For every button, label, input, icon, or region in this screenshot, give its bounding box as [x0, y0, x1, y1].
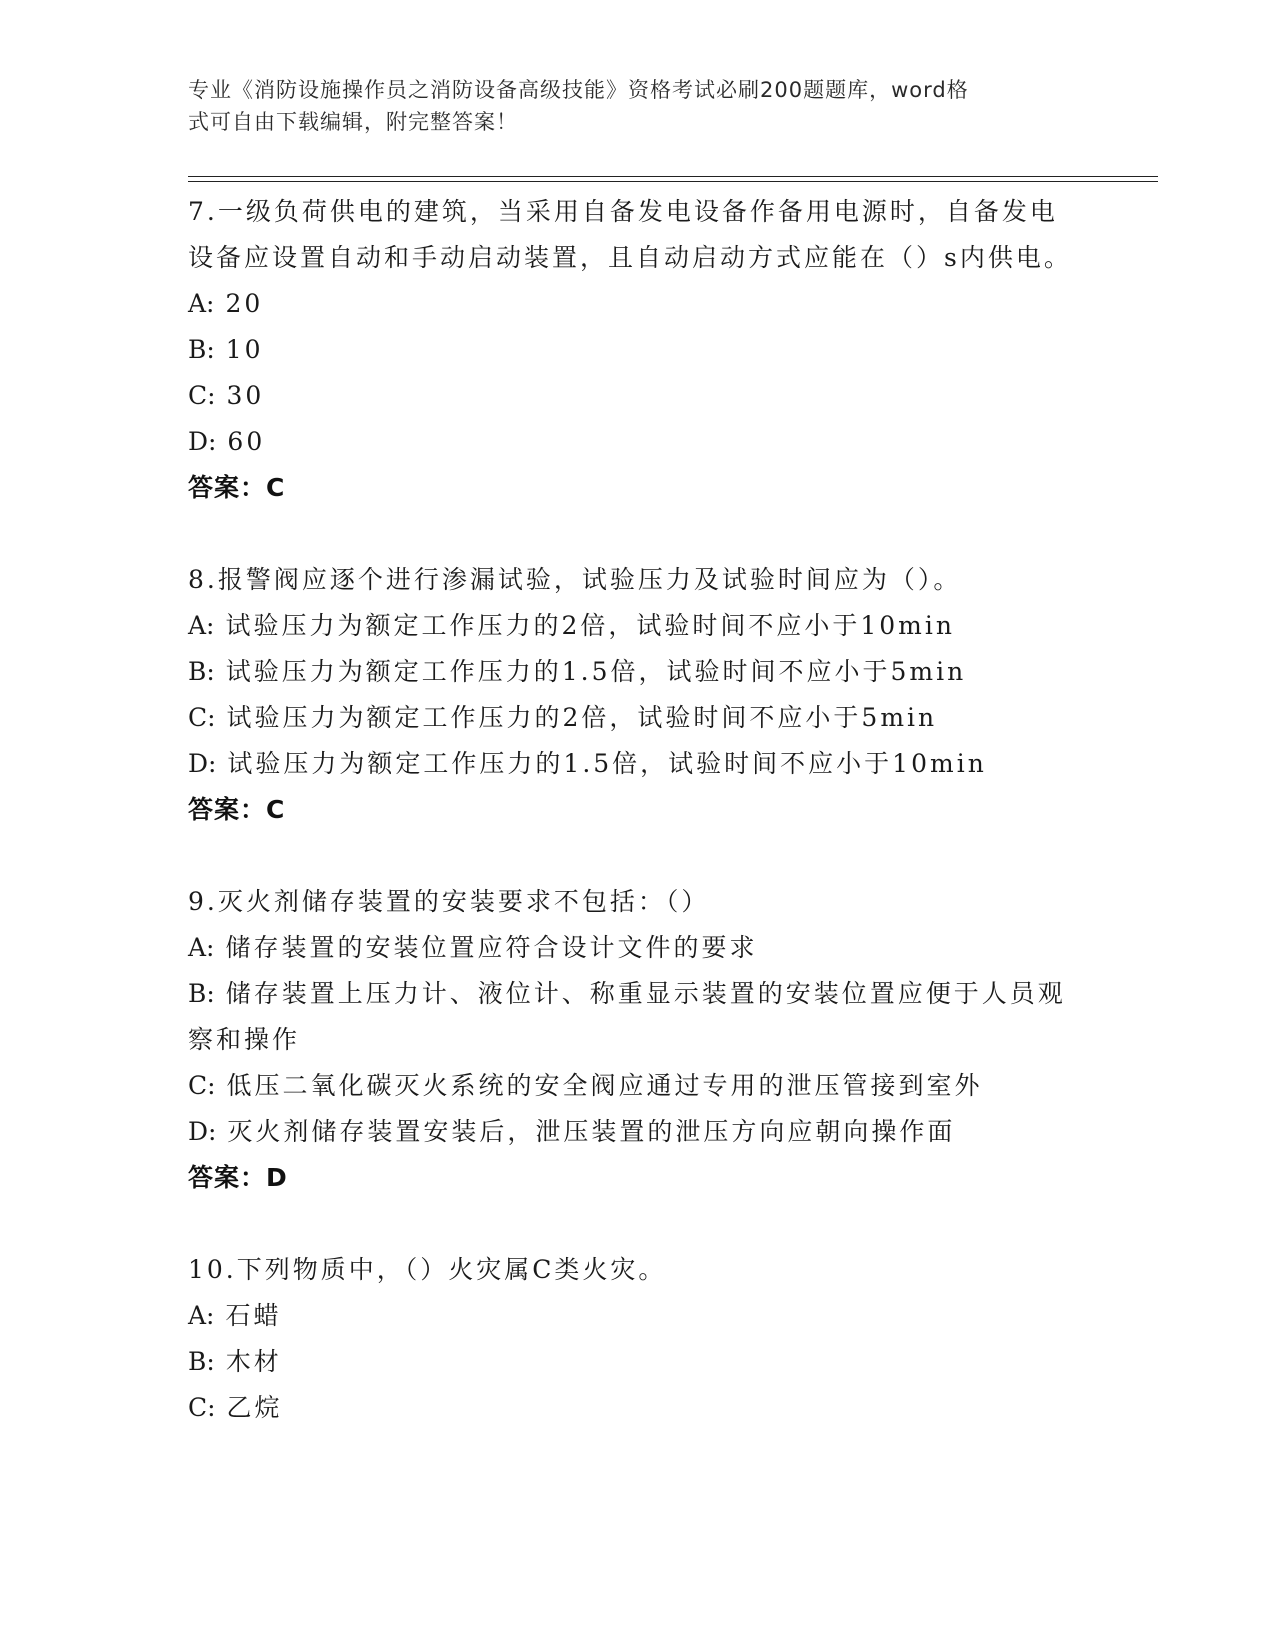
answer-label: 答案：D	[188, 1163, 288, 1192]
question-text: 10.下列物质中，（）火灾属C类火灾。	[188, 1255, 667, 1284]
document-header	[188, 74, 1088, 138]
option-text: 木材	[225, 1347, 282, 1376]
option-text: 试验压力为额定工作压力的2倍，试验时间不应小于5min	[226, 703, 938, 732]
option-text: 20	[225, 289, 264, 318]
option-text: 试验压力为额定工作压力的1.5倍，试验时间不应小于10min	[227, 749, 987, 778]
option-a	[188, 1293, 1088, 1339]
answer-label: 答案：C	[188, 795, 286, 824]
option-letter: C:	[188, 381, 216, 410]
option-letter: A:	[188, 611, 215, 640]
option-letter: A:	[188, 1301, 215, 1330]
option-text: 60	[227, 427, 266, 456]
option-c	[188, 373, 1088, 419]
option-letter: B:	[188, 1347, 215, 1376]
option-b	[188, 649, 1088, 695]
option-a	[188, 281, 1088, 327]
header-line-1: 专业《消防设施操作员之消防设备高级技能》资格考试必刷200题题库，word格	[188, 78, 969, 102]
option-text: 储存装置上压力计、液位计、称重显示装置的安装位置应便于人员观察和操作	[188, 979, 1066, 1054]
option-letter: D:	[188, 749, 217, 778]
option-letter: C:	[188, 1071, 216, 1100]
option-text: 石蜡	[225, 1301, 282, 1330]
option-letter: B:	[188, 335, 215, 364]
option-a	[188, 925, 1088, 971]
header-divider-top	[188, 176, 1158, 177]
option-d	[188, 741, 1088, 787]
option-text: 低压二氧化碳灭火系统的安全阀应通过专用的泄压管接到室外	[226, 1071, 983, 1100]
question-8	[188, 557, 1088, 833]
option-b	[188, 971, 1078, 1063]
option-letter: C:	[188, 703, 216, 732]
option-b	[188, 327, 1088, 373]
option-letter: D:	[188, 427, 217, 456]
option-c	[188, 1385, 1088, 1431]
question-9	[188, 879, 1088, 1201]
header-divider-bottom	[188, 181, 1158, 182]
option-c	[188, 695, 1088, 741]
option-letter: B:	[188, 657, 215, 686]
option-text: 试验压力为额定工作压力的2倍，试验时间不应小于10min	[225, 611, 955, 640]
option-c	[188, 1063, 1088, 1109]
question-text: 9.灭火剂储存装置的安装要求不包括：（）	[188, 887, 710, 916]
header-line-2: 式可自由下载编辑，附完整答案！	[188, 110, 518, 134]
option-letter: A:	[188, 289, 215, 318]
option-letter: D:	[188, 1117, 217, 1146]
option-text: 灭火剂储存装置安装后，泄压装置的泄压方向应朝向操作面	[227, 1117, 956, 1146]
question-text: 8.报警阀应逐个进行渗漏试验，试验压力及试验时间应为（）。	[188, 565, 962, 594]
option-d	[188, 1109, 1088, 1155]
question-text: 7.一级负荷供电的建筑，当采用自备发电设备作备用电源时，自备发电设备应设置自动和手动启动装置，且自动启动方式应能在（）s内供电。	[188, 197, 1072, 272]
option-text: 10	[225, 335, 264, 364]
question-7	[188, 189, 1088, 511]
option-text: 30	[226, 381, 265, 410]
option-letter: A:	[188, 933, 215, 962]
option-letter: B:	[188, 979, 215, 1008]
question-list	[188, 189, 1088, 1431]
option-text: 储存装置的安装位置应符合设计文件的要求	[225, 933, 758, 962]
option-b	[188, 1339, 1088, 1385]
option-letter: C:	[188, 1393, 216, 1422]
question-10	[188, 1247, 1088, 1431]
option-text: 试验压力为额定工作压力的1.5倍，试验时间不应小于5min	[225, 657, 967, 686]
option-a	[188, 603, 1088, 649]
option-text: 乙烷	[226, 1393, 283, 1422]
answer-label: 答案：C	[188, 473, 286, 502]
option-d	[188, 419, 1088, 465]
